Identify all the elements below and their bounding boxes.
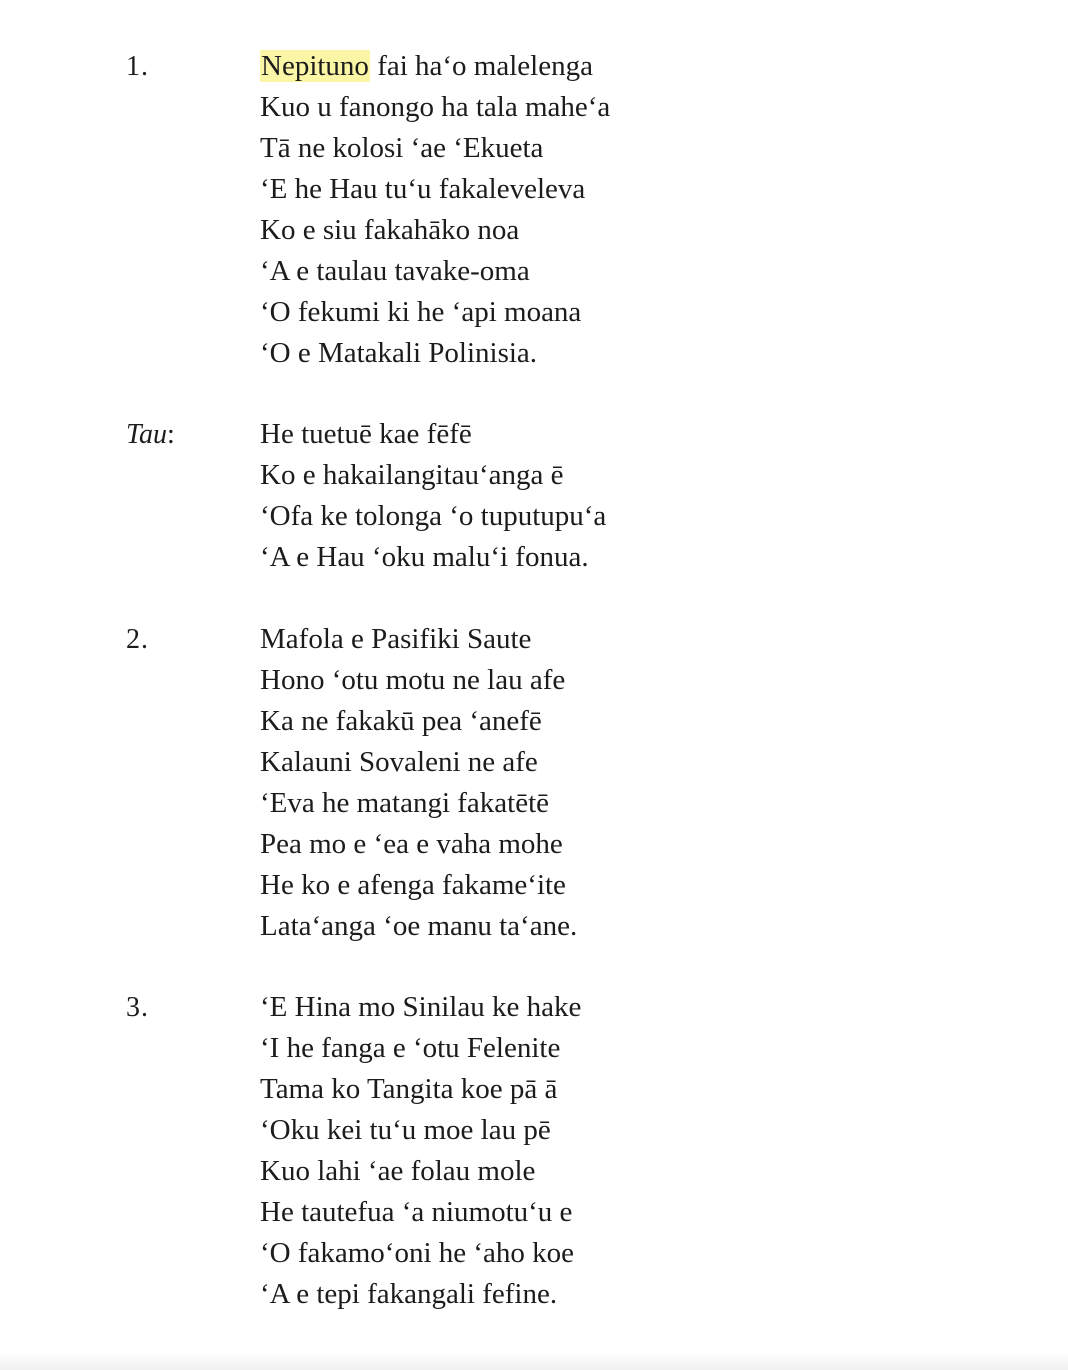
verse-line: Hono ‘otu motu ne lau afe bbox=[260, 664, 566, 696]
stanza-lines bbox=[260, 46, 610, 374]
verse-line: Tama ko Tangita koe pā ā bbox=[260, 1073, 558, 1105]
stanza-lines bbox=[260, 414, 606, 578]
verse-line: Ko e siu fakahāko noa bbox=[260, 214, 520, 246]
verse-line: ‘Ofa ke tolonga ‘o tuputupu‘a bbox=[260, 500, 607, 532]
stanza-lines bbox=[260, 619, 577, 947]
verse-line: Ko e hakailangitau‘anga ē bbox=[260, 459, 564, 491]
verse-line: ‘Oku kei tu‘u moe lau pē bbox=[260, 1114, 551, 1146]
page-bottom-edge bbox=[0, 1352, 1068, 1370]
verse-line bbox=[260, 46, 610, 87]
verse-line: Lata‘anga ‘oe manu ta‘ane. bbox=[260, 910, 578, 942]
verse-line: ‘E he Hau tu‘u fakaleveleva bbox=[260, 173, 586, 205]
verse-line: Ka ne fakakū pea ‘anefē bbox=[260, 705, 542, 737]
verse-line: Pea mo e ‘ea e vaha mohe bbox=[260, 828, 563, 860]
chorus-label bbox=[126, 414, 175, 455]
verse-line: ‘A e tepi fakangali fefine. bbox=[260, 1278, 558, 1310]
verse-line: Kuo u fanongo ha tala mahe‘a bbox=[260, 91, 611, 123]
verse-line-rest: fai ha‘o malelenga bbox=[369, 50, 593, 82]
verse-line: Tā ne kolosi ‘ae ‘Ekueta bbox=[260, 132, 544, 164]
verse-line: He ko e afenga fakame‘ite bbox=[260, 869, 566, 901]
verse-line: Mafola e Pasifiki Saute bbox=[260, 623, 532, 655]
verse-line: ‘A e Hau ‘oku malu‘i fonua. bbox=[260, 541, 589, 573]
chorus-label-text: Tau bbox=[126, 419, 168, 450]
verse-line: ‘I he fanga e ‘otu Felenite bbox=[260, 1032, 561, 1064]
stanza-number: 3. bbox=[126, 992, 149, 1023]
verse-line: Kuo lahi ‘ae folau mole bbox=[260, 1155, 536, 1187]
verse-line: ‘A e taulau tavake-oma bbox=[260, 255, 530, 287]
verse-line: ‘E Hina mo Sinilau ke hake bbox=[260, 991, 582, 1023]
stanza-number: 1. bbox=[126, 51, 149, 82]
verse-line: ‘O fakamo‘oni he ‘aho koe bbox=[260, 1237, 575, 1269]
verse-line: ‘O fekumi ki he ‘api moana bbox=[260, 296, 582, 328]
highlighted-word[interactable]: Nepituno bbox=[261, 50, 369, 82]
verse-line: He tautefua ‘a niumotu‘u e bbox=[260, 1196, 573, 1228]
verse-line: ‘O e Matakali Polinisia. bbox=[260, 337, 538, 369]
stanza-lines bbox=[260, 987, 581, 1315]
verse-line: He tuetuē kae fēfē bbox=[260, 418, 472, 450]
stanza-number: 2. bbox=[126, 624, 149, 655]
chorus-label-colon: : bbox=[167, 419, 175, 450]
verse-line: Kalauni Sovaleni ne afe bbox=[260, 746, 538, 778]
verse-line: ‘Eva he matangi fakatētē bbox=[260, 787, 550, 819]
